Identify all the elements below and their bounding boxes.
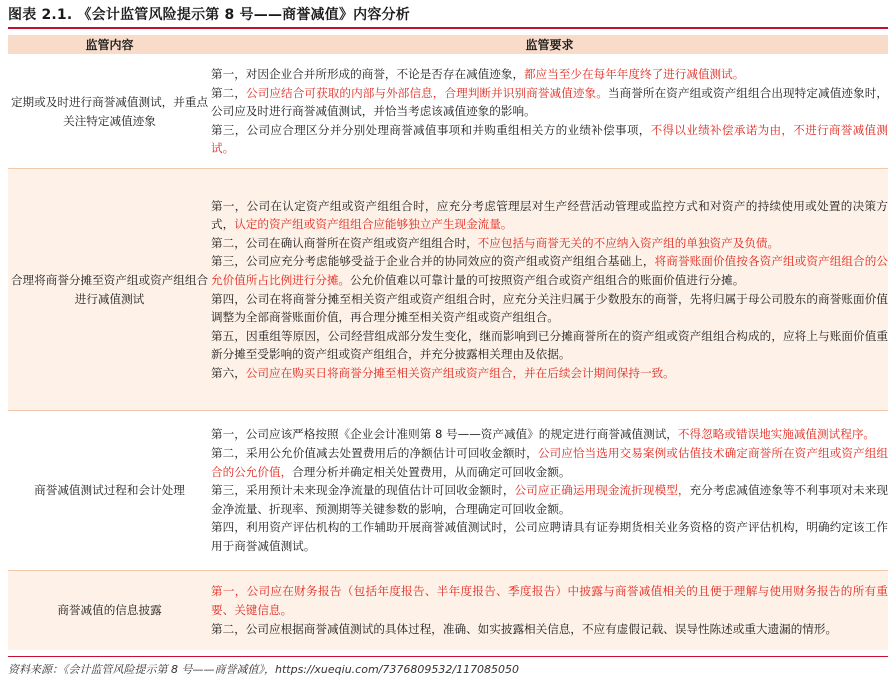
requirement-text: 第一，对因企业合并所形成的商誉，不论是否存在减值迹象， <box>211 67 525 82</box>
table-row <box>8 55 888 169</box>
requirement-paragraph <box>211 425 888 444</box>
row-category: 商誉减值测试过程和会计处理 <box>8 411 211 571</box>
requirement-highlight: 将商誉账面价值按各资产组或资产组组合的公允价值所占比例进行分摊。 <box>211 254 888 287</box>
requirement-text: 第四，利用资产评估机构的工作辅助开展商誉减值测试时，公司应聘请具有证券期货相关业务资格的资产评估机构，明确约定该工作用于商誉减值测试。 <box>211 520 888 553</box>
requirement-text: 充分考虑减值迹象等不利事项对未来现金净流量、折现率、预测期等关键参数的影响，合理确定可回收金额。 <box>211 483 888 516</box>
requirement-text: 第二，公司应根据商誉减值测试的具体过程，准确、如实披露相关信息，不应有虚假记载、误导性陈述或重大遗漏的情形。 <box>211 621 838 636</box>
requirement-paragraph <box>211 444 888 481</box>
header-content: 监管内容 <box>8 35 211 55</box>
header-requirements: 监管要求 <box>211 35 888 55</box>
requirement-paragraph <box>211 252 888 289</box>
table-row <box>8 571 888 650</box>
requirement-highlight: 第一，公司应在财务报告（包括年度报告、半年度报告、季度报告）中披露与商誉减值相关的且便于理解与使用财务报告的所有重要、关键信息。 <box>211 584 888 617</box>
requirement-paragraph <box>211 620 888 639</box>
requirement-paragraph <box>211 364 888 383</box>
requirement-text: 第三，采用预计未来现金净流量的现值估计可回收金额时， <box>211 483 515 498</box>
requirement-text: 当商誉所在资产组或资产组组合出现特定减值迹象时，公司应及时进行商誉减值测试，并恰当考虑该减值迹象的影响。 <box>211 85 888 119</box>
requirement-paragraph <box>211 327 888 364</box>
requirement-paragraph <box>211 84 888 121</box>
requirement-text: 第二， <box>211 85 247 100</box>
row-requirements <box>211 55 888 169</box>
row-requirements <box>211 169 888 411</box>
source-note: 资料来源：《会计监管风险提示第 8 号——商誉减值》，https://xueqiu.com/7376809532/117085050 <box>8 663 520 676</box>
requirement-text: 第一，公司在认定资产组或资产组组合时，应充分考虑管理层对生产经营活动管理或监控方式和对资产的持续使用或处置的决策方式， <box>211 198 888 232</box>
requirement-highlight: 不得忽略或错误地实施减值测试程序。 <box>677 427 876 442</box>
figure-title: 图表 2.1. 《会计监管风险提示第 8 号——商誉减值》内容分析 <box>8 7 410 23</box>
requirement-highlight: 公司应结合可获取的内部与外部信息，合理判断并识别商誉减值迹象。 <box>246 85 608 100</box>
requirement-text: 第二，采用公允价值减去处置费用后的净额估计可回收金额时， <box>211 446 538 461</box>
table-row <box>8 411 888 571</box>
source-divider <box>8 656 888 657</box>
requirement-highlight: 公司应恰当选用交易案例或估值技术确定商誉所在资产组或资产组组合的公允价值， <box>211 446 888 479</box>
row-requirements <box>211 571 888 650</box>
requirement-text: 第四，公司在将商誉分摊至相关资产组或资产组组合时，应充分关注归属于少数股东的商誉，先将归属于母公司股东的商誉账面价值调整为全部商誉账面价值，再合理分摊至相关资产组或资产组组合。 <box>211 291 888 325</box>
requirement-paragraph <box>211 234 888 253</box>
requirement-text: 第二，公司在确认商誉所在资产组或资产组组合时， <box>211 235 478 250</box>
requirement-text: 公允价值难以可靠计量的可按照资产组合或资产组组合的账面价值进行分摊。 <box>350 272 745 287</box>
requirement-highlight: 认定的资产组或资产组组合应能够独立产生现金流量。 <box>234 217 513 232</box>
table-row <box>8 169 888 411</box>
row-requirements <box>211 411 888 571</box>
requirement-text: 第六， <box>211 365 246 380</box>
row-category: 商誉减值的信息披露 <box>8 571 211 650</box>
requirement-text: 第一，公司应该严格按照《企业会计准则第 8 号——资产减值》的规定进行商誉减值测试， <box>211 427 678 442</box>
title-divider <box>8 27 888 29</box>
requirement-paragraph <box>211 197 888 234</box>
requirement-paragraph <box>211 290 888 327</box>
requirement-highlight: 都应当至少在每年年度终了进行减值测试。 <box>524 67 745 82</box>
row-category: 定期或及时进行商誉减值测试，并重点关注特定减值迹象 <box>8 55 211 169</box>
requirement-highlight: 不得以业绩补偿承诺为由，不进行商誉减值测试。 <box>211 122 888 156</box>
requirement-text: 第五，因重组等原因，公司经营组成部分发生变化，继而影响到已分摊商誉所在的资产组或资产组组合构成的，应将上与账面价值重新分摊至受影响的资产组或资产组组合，并充分披露相关理由及依据。 <box>211 328 888 362</box>
row-category: 合理将商誉分摊至资产组或资产组组合进行减值测试 <box>8 169 211 411</box>
requirement-highlight: 不应包括与商誉无关的不应纳入资产组的单独资产及负债。 <box>477 235 780 250</box>
requirement-highlight: 公司应正确运用现金流折现模型， <box>514 483 690 498</box>
requirement-text: 第三，公司应合理区分并分别处理商誉减值事项和并购重组相关方的业绩补偿事项， <box>211 122 651 137</box>
requirement-paragraph <box>211 582 888 619</box>
content-table <box>8 35 888 650</box>
requirement-text: 第三，公司应充分考虑能够受益于企业合并的协同效应的资产组或资产组组合基础上， <box>211 254 655 269</box>
requirement-paragraph <box>211 481 888 518</box>
requirement-paragraph <box>211 518 888 555</box>
requirement-paragraph <box>211 65 888 84</box>
requirement-paragraph <box>211 121 888 158</box>
requirement-highlight: 公司应在购买日将商誉分摊至相关资产组或资产组合，并在后续会计期间保持一致。 <box>245 365 675 380</box>
requirement-text: 合理分析并确定相关处置费用，从而确定可回收金额。 <box>292 464 571 479</box>
